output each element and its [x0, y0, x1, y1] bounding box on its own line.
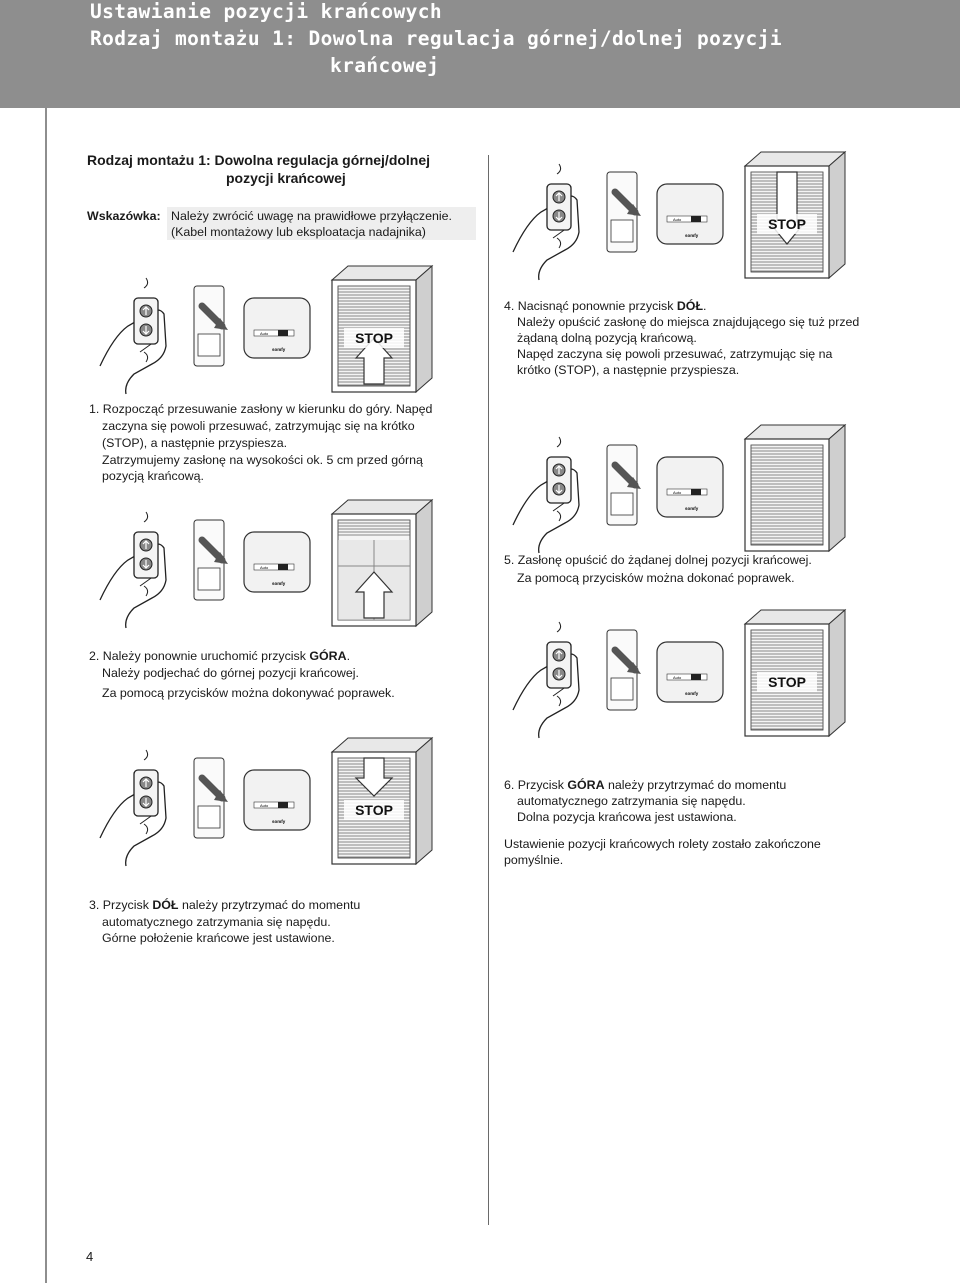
step4-line4: Napęd zaczyna się powoli przesuwać, zatrzymując się na [517, 347, 833, 361]
step2-illustration [94, 500, 434, 630]
note-line2: (Kabel montażowy lub eksploatacja nadajnika) [171, 225, 426, 239]
step1-line5: pozycją krańcową. [102, 469, 204, 483]
step4-line1: 4. Nacisnąć ponownie przycisk DÓŁ. [504, 299, 707, 313]
wall-switch-icon [244, 298, 310, 358]
hand-remote-icon [513, 437, 579, 553]
svg-text:Auto: Auto [673, 217, 682, 222]
transmitter-icon [194, 286, 228, 366]
step3-illustration [94, 738, 434, 868]
wall-switch-icon [244, 532, 310, 592]
window-shutter-icon [332, 500, 432, 626]
step6-line2: automatycznego zatrzymania się napędu. [517, 794, 746, 808]
hand-remote-icon [100, 512, 166, 628]
wall-switch-icon [244, 770, 310, 830]
svg-text:Auto: Auto [673, 490, 682, 495]
svg-text:Auto: Auto [673, 675, 682, 680]
step2-line1: 2. Należy ponownie uruchomić przycisk GÓRA. [89, 649, 351, 663]
svg-text:somfy: somfy [272, 347, 286, 352]
step5-line2: Za pomocą przycisków można dokonać poprawek. [517, 571, 795, 585]
svg-text:somfy: somfy [272, 819, 286, 824]
page-number: 4 [86, 1249, 94, 1264]
header-title-line2: Rodzaj montażu 1: Dowolna regulacja górnej/dolnej pozycji [90, 27, 782, 50]
transmitter-icon [607, 445, 641, 525]
window-shutter-icon [745, 610, 845, 736]
svg-text:STOP: STOP [355, 802, 393, 818]
step6-line5: pomyślnie. [504, 853, 564, 867]
step2-line3: Za pomocą przycisków można dokonywać poprawek. [102, 686, 395, 700]
svg-text:STOP: STOP [768, 674, 806, 690]
transmitter-icon [194, 758, 228, 838]
step1-line3: (STOP), a następnie przyspiesza. [102, 436, 288, 450]
step3-line1: 3. Przycisk DÓŁ należy przytrzymać do momentu [89, 898, 361, 912]
step2-line2: Należy podjechać do górnej pozycji krańcowej. [102, 666, 359, 680]
step4-illustration [507, 152, 847, 282]
header-title-line3: krańcowej [330, 54, 440, 77]
step5-illustration [507, 425, 847, 555]
svg-text:Auto: Auto [260, 803, 269, 808]
note-label: Wskazówka: [87, 209, 161, 223]
step6-line1: 6. Przycisk GÓRA należy przytrzymać do momentu [504, 778, 787, 792]
svg-text:somfy: somfy [272, 581, 286, 586]
transmitter-icon [607, 630, 641, 710]
step4-line3: żądaną dolną pozycją krańcową. [517, 331, 697, 345]
window-shutter-icon [745, 425, 845, 551]
header-title-line1: Ustawianie pozycji krańcowych [90, 0, 443, 23]
svg-text:Auto: Auto [260, 331, 269, 336]
hand-remote-icon [513, 164, 579, 280]
section-title-line1: Rodzaj montażu 1: Dowolna regulacja górnej/dolnej [87, 152, 431, 168]
column-divider [488, 155, 489, 1225]
svg-text:somfy: somfy [685, 506, 699, 511]
step4-line5: krótko (STOP), a następnie przyspiesza. [517, 363, 740, 377]
step4-line2: Należy opuścić zasłonę do miejsca znajdującego się tuż przed [517, 315, 860, 329]
wall-switch-icon [657, 457, 723, 517]
step6-line4: Ustawienie pozycji krańcowych rolety zostało zakończone [504, 837, 821, 851]
hand-remote-icon [100, 278, 166, 394]
wall-switch-icon [657, 642, 723, 702]
wall-switch-icon [657, 184, 723, 244]
page-header [0, 0, 960, 108]
step3-line2: automatycznego zatrzymania się napędu. [102, 915, 331, 929]
step3-line3: Górne położenie krańcowe jest ustawione. [102, 931, 335, 945]
transmitter-icon [194, 520, 228, 600]
window-shutter-icon [332, 266, 432, 392]
step6-illustration [507, 610, 847, 740]
step5-line1: 5. Zasłonę opuścić do żądanej dolnej pozycji krańcowej. [504, 553, 812, 567]
left-margin-rule [45, 108, 47, 1283]
hand-remote-icon [100, 750, 166, 866]
transmitter-icon [607, 172, 641, 252]
window-shutter-icon [745, 152, 845, 278]
svg-text:Auto: Auto [260, 565, 269, 570]
hand-remote-icon [513, 622, 579, 738]
step1-line2: zaczyna się powoli przesuwać, zatrzymując się na krótko [102, 419, 415, 433]
section-title-line2: pozycji krańcowej [226, 170, 346, 186]
step6-line3: Dolna pozycja krańcowa jest ustawiona. [517, 810, 737, 824]
svg-text:STOP: STOP [768, 216, 806, 232]
step1-illustration [94, 266, 434, 396]
svg-text:somfy: somfy [685, 233, 699, 238]
window-shutter-icon [332, 738, 432, 864]
step1-line1: 1. Rozpocząć przesuwanie zasłony w kierunku do góry. Napęd [89, 402, 433, 416]
step1-line4: Zatrzymujemy zasłonę na wysokości ok. 5 cm przed górną [102, 453, 423, 467]
svg-text:somfy: somfy [685, 691, 699, 696]
note-line1: Należy zwrócić uwagę na prawidłowe przyłączenie. [171, 209, 452, 223]
svg-text:STOP: STOP [355, 330, 393, 346]
